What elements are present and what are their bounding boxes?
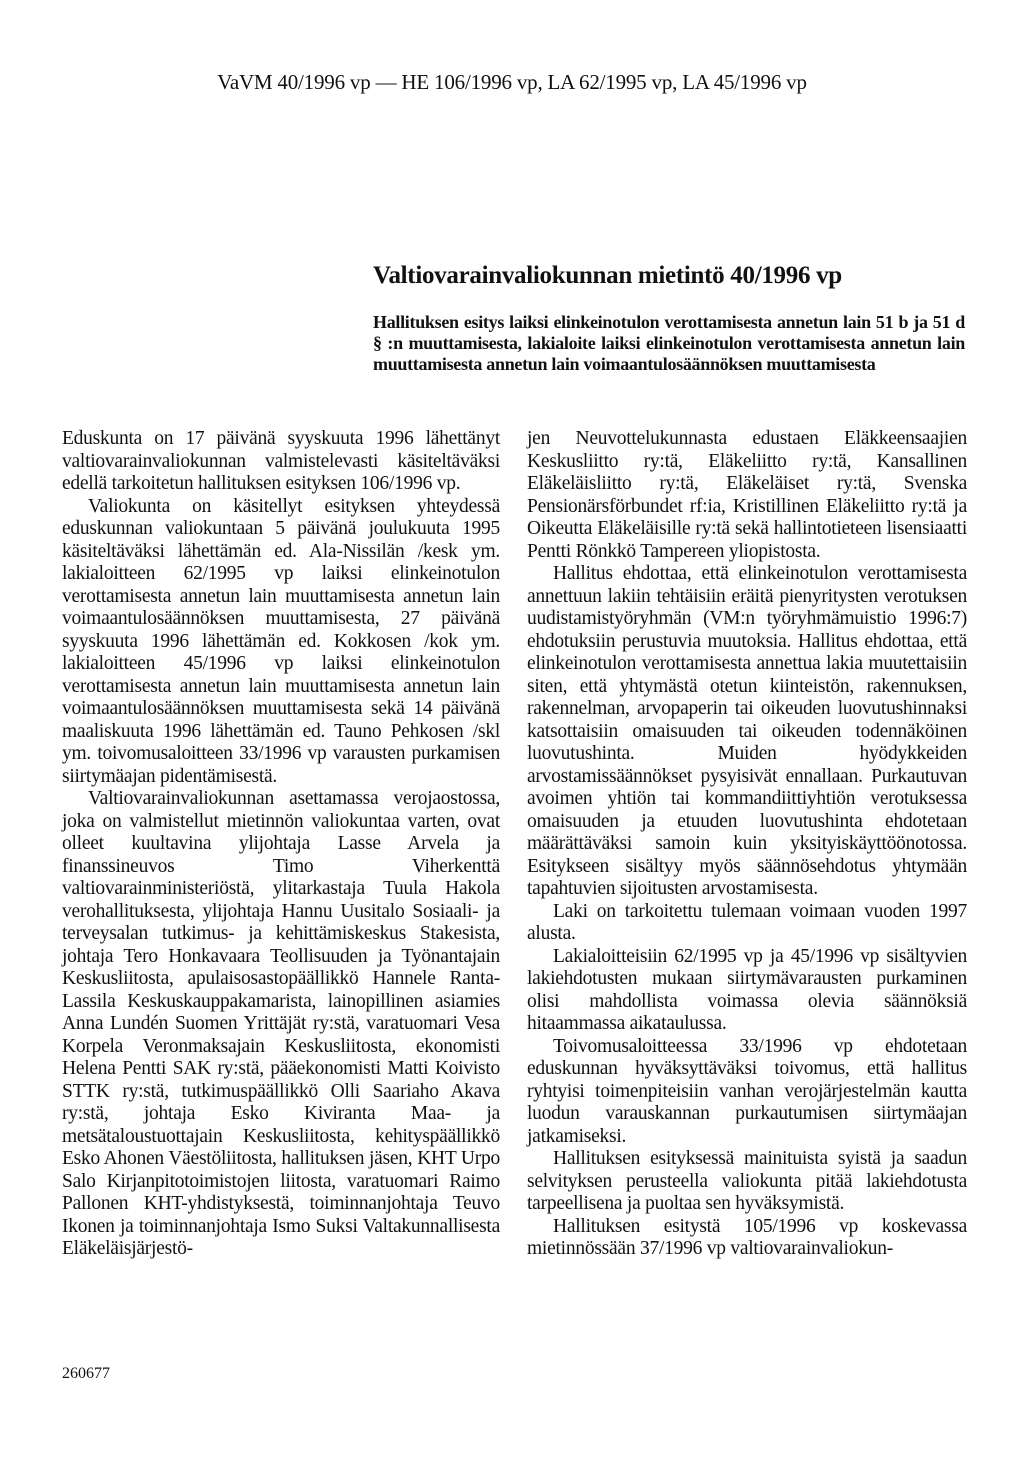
paragraph: Hallitus ehdottaa, että elinkeinotulon verottamisesta annettuun lakiin tehtäisiin eräitä pienyritysten verotuksen uudistamistyöryhmän (VM:n työryhmämuistio 1996:7) ehdotuksiin perustuvia muutoksia. Hallitus ehdottaa, että elinkeinotulon verottamisesta annettua lakia muutettaisiin siten, että yhtymästä otetun kiinteistön, rakennuksen, rakennelman, arvopaperin tai oikeuden luovutushinnaksi katsottaisiin omaisuuden tai oikeuden todennäköinen luovutushinta. Muiden hyödykkeiden arvostamissäännökset pysyisivät ennallaan. Purkautuvan avoimen yhtiön tai kommandiittiyhtiön verotuksessa omaisuuden ja etuuden luovutushinta ehdotetaan määrättäväksi samoin kuin yksityiskäyttöönotossa. Esitykseen sisältyy myös säännösehdotus yhtymään tapahtuvien sijoitusten arvostamisesta.: [527, 563, 967, 899]
right-column: [527, 428, 967, 1261]
paragraph: Lakialoitteisiin 62/1995 vp ja 45/1996 vp sisältyvien lakiehdotusten mukaan siirtymävarausten purkaminen olisi mahdollista voimassa olevia säännöksiä hitaammassa aikataulussa.: [527, 945, 967, 1034]
left-column: [62, 428, 500, 1261]
report-title: Valtiovarainvaliokunnan mietintö 40/1996 vp: [373, 262, 842, 289]
running-header: VaVM 40/1996 vp — HE 106/1996 vp, LA 62/1995 vp, LA 45/1996 vp: [217, 70, 807, 94]
paragraph: Eduskunta on 17 päivänä syyskuuta 1996 lähettänyt valtiovarainvaliokunnan valmistelevasti käsiteltäväksi edellä tarkoitetun hallituksen esityksen 106/1996 vp.: [62, 428, 500, 494]
document-code: 260677: [62, 1365, 110, 1382]
paragraph: Valiokunta on käsitellyt esityksen yhteydessä eduskunnan valiokuntaan 5 päivänä joulukuuta 1995 käsiteltäväksi lähettämän ed. Ala-Nissilän /kesk ym. lakialoitteen 62/1995 vp laiksi elinkeinotulon verottamisesta annetun lain muuttamisesta annetun lain voimaantulosäännöksen muuttamisesta, 27 päivänä syyskuuta 1996 lähettämän ed. Kokkosen /kok ym. lakialoitteen 45/1996 vp laiksi elinkeinotulon verottamisesta annetun lain muuttamisesta annetun lain voimaantulosäännöksen muuttamisesta sekä 14 päivänä maaliskuuta 1996 lähettämän ed. Tauno Pehkosen /skl ym. toivomusaloitteen 33/1996 vp varausten purkamisen siirtymäajan pidentämisestä.: [62, 495, 500, 787]
paragraph: Hallituksen esitystä 105/1996 vp koskevassa mietinnössään 37/1996 vp valtiovarainvaliokun-: [527, 1215, 967, 1259]
paragraph: jen Neuvottelukunnasta edustaen Eläkkeensaajien Keskusliitto ry:tä, Eläkeliitto ry:tä, Kansallinen Eläkeläisliitto ry:tä, Eläkeläiset ry:tä, Svenska Pensionärsförbundet rf:ia, Kristillinen Eläkeliitto ry:tä ja Oikeutta Eläkeläisille ry:tä sekä hallintotieteen lisensiaatti Pentti Rönkkö Tampereen yliopistosta.: [527, 428, 967, 562]
paragraph: Valtiovarainvaliokunnan asettamassa verojaostossa, joka on valmistellut mietinnön valiokuntaa varten, ovat olleet kuultavina ylijohtaja Lasse Arvela ja finanssineuvos Timo Viherkenttä valtiovarainministeriöstä, ylitarkastaja Tuula Hakola verohallituksesta, ylijohtaja Hannu Uusitalo Sosiaali- ja terveysalan tutkimus- ja kehittämiskeskus Stakesista, johtaja Tero Honkavaara Teollisuuden ja Työnantajain Keskusliitosta, apulaisosastopäällikkö Hannele Ranta-Lassila Keskuskauppakamarista, lainopillinen asiamies Anna Lundén Suomen Yrittäjät ry:stä, varatuomari Vesa Korpela Veronmaksajain Keskusliitosta, ekonomisti Helena Pentti SAK ry:stä, pääekonomisti Matti Koivisto STTK ry:stä, tutkimuspäällikkö Olli Saariaho Akava ry:stä, johtaja Esko Kiviranta Maa- ja metsätaloustuottajain Keskusliitosta, kehityspäällikkö Esko Ahonen Väestöliitosta, hallituksen jäsen, KHT Urpo Salo Kirjanpitotoimistojen liitosta, varatuomari Raimo Pallonen KHT-yhdistyksestä, toiminnanjohtaja Teuvo Ikonen ja toiminnanjohtaja Ismo Suksi Valtakunnallisesta Eläkeläisjärjestö-: [62, 788, 500, 1259]
paragraph: Laki on tarkoitettu tulemaan voimaan vuoden 1997 alusta.: [527, 900, 967, 944]
paragraph: Hallituksen esityksessä mainituista syistä ja saadun selvityksen perusteella valiokunta pitää lakiehdotusta tarpeellisena ja puoltaa sen hyväksymistä.: [527, 1148, 967, 1214]
paragraph: Toivomusaloitteessa 33/1996 vp ehdotetaan eduskunnan hyväksyttäväksi toivomus, että hallitus ryhtyisi toimenpiteisiin vanhan verojärjestelmän kautta luodun varauskannan purkautumisen siirtymäajan jatkamiseksi.: [527, 1035, 967, 1147]
report-subtitle: Hallituksen esitys laiksi elinkeinotulon verottamisesta annetun lain 51 b ja 51 d § :n muuttamisesta, lakialoite laiksi elinkeinotulon verottamisesta annetun lain muuttamisesta annetun lain voimaantulosäännöksen muuttamisesta: [373, 312, 965, 374]
